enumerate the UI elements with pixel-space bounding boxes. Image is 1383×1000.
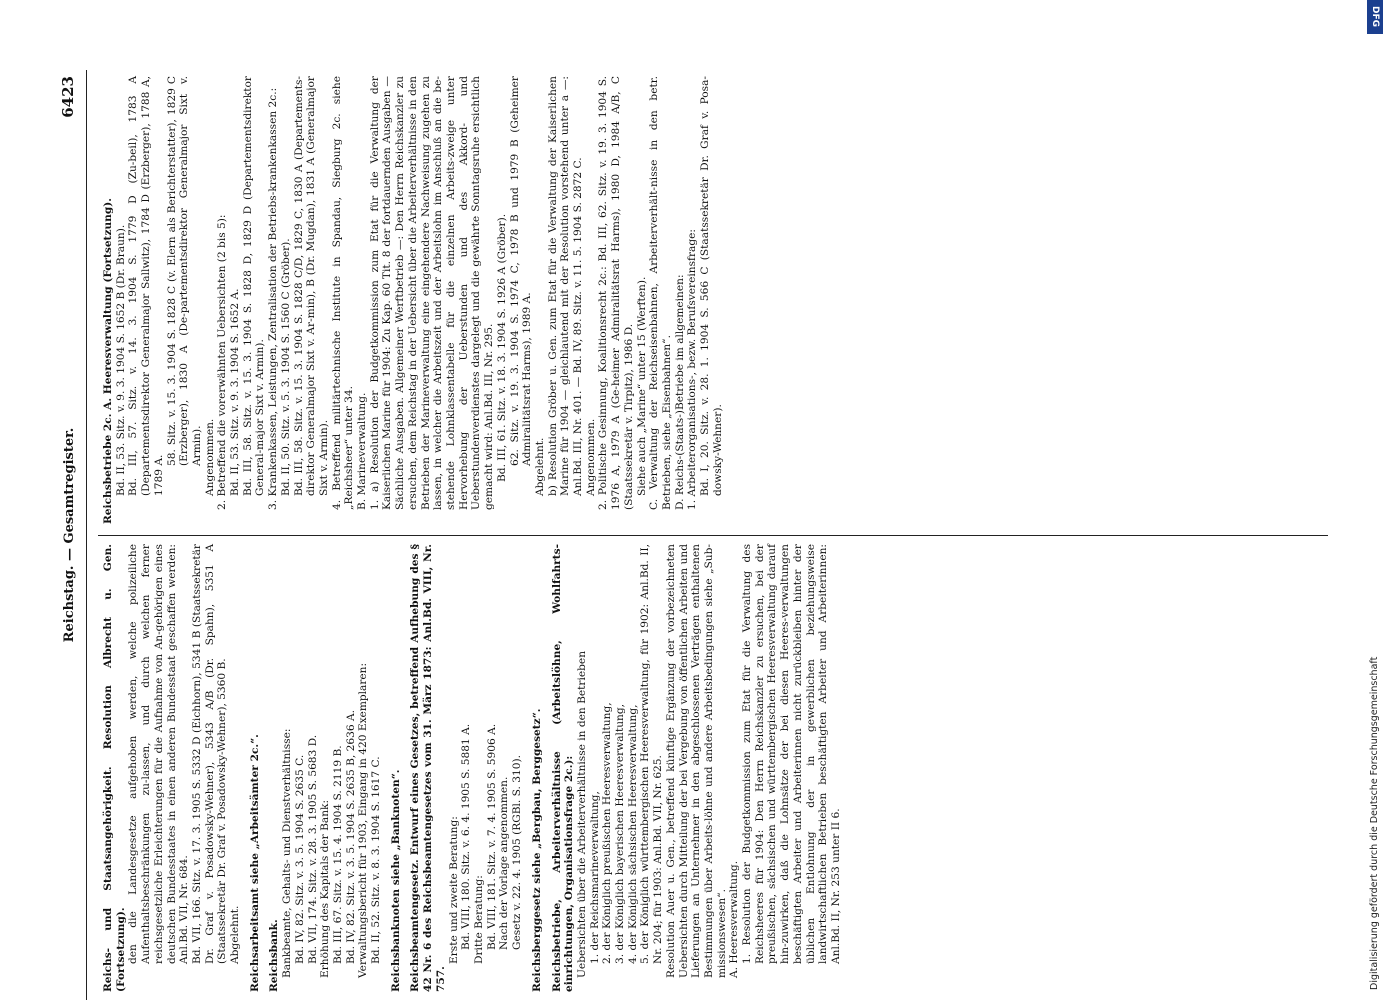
entry-heading: Reichsberggesetz siehe „Bergbau, Berggesetz“.	[530, 708, 543, 992]
entry-line: C. Verwaltung der Reichseisenbahnen, Arbeiterverhält-nisse in den betr. Betrieben, siehe „Eisenbahnen“.	[648, 76, 673, 510]
entry-line: Angenommen.	[203, 418, 216, 496]
entry-line: 1. Resolution der Budgetkommission zum Etat für die Verwaltung des Reichsheeres für 1904: Den Herrn Reichskanzler zu ersuchen, bei der preußischen, sächsischen und württembergischen Heeresverwaltung darauf hin-zuwirken, daß die Lohnsätze der bei diesen Heeres-verwaltungen beschäftigten Arbeiter und Arbeiterinnen nicht zurückbleiben hinter der üblichen Entlohnung der in gewerblichen beziehungsweise landwirtschaftlichen Betrieben beschäftigten Arbeiter und Arbeiterinnen: Anl.Bd. II, Nr. 253 unter II 6.	[741, 544, 842, 964]
entry-line: 2. Betreffend die vorerwähnten Uebersichten (2 bis 5):	[216, 214, 229, 510]
entry-line: Bd. IV, 82. Sitz. v. 3. 5. 1904 S. 2635 C.	[293, 754, 306, 964]
entry-line: Dritte Beratung:	[472, 875, 485, 964]
digitization-credit: Digitalisierung gefördert durch die Deutsche Forschungsgemeinschaft	[1369, 656, 1380, 990]
entry-heading: Reichsbetriebe, Arbeiterverhältnisse (Arbeitslöhne, Wohlfahrts-einrichtungen, Organisationsfrage 2c.):	[550, 544, 576, 992]
spacer	[524, 544, 531, 992]
entry-line: Uebersichten über die Arbeiterverhältnisse in den Betrieben	[575, 650, 588, 978]
entry-heading: Reichs- und Staatsangehörigkeit. Resolution Albrecht u. Gen. (Fortsetzung).	[102, 544, 127, 992]
entry-line: 58. Sitz. v. 15. 3. 1904 S. 1828 C (v. Elern als Berichterstatter), 1829 C (Erzberger), 1830 A (De-partementsdirektor Generalmajor Sixt v. Armin).	[165, 76, 203, 466]
spacer	[242, 544, 249, 992]
entry-line: den die Landesgesetze aufgehoben werden, welche polizeiliche Aufenthaltsbeschränkungen zu-lassen, und durch welchen ferner reichsgesetzliche Erleichterungen für die Aufnahme von An-gehörigen eines deutschen Bundesstaates in einen anderen Bundesstaat geschaffen werden: Anl.Bd. VII, Nr. 684.	[127, 544, 191, 964]
entry-line: 62. Sitz. v. 19. 3. 1904 S. 1974 C, 1978 B und 1979 B (Geheimer Admiralitätsrat Harms), 1989 A.	[508, 76, 534, 466]
rotated-page	[40, 70, 1340, 1000]
entry-line: Erste und zweite Beratung:	[447, 816, 460, 964]
entry-line: Gesetz v. 22. 4. 1905 (RGBl. S. 310).	[511, 755, 524, 950]
entry-line: Bankbeamte, Gehalts- und Dienstverhältnisse:	[281, 728, 294, 978]
entry-line: Bd. III, 57. Sitz. v. 14. 3. 1904 S. 1779 D (Zu-beil), 1783 A (Departementsdirektor Generalmajor Sallwitz), 1784 D (Erzberger), 1788 A, 1789 A.	[127, 76, 165, 496]
entry-heading: Reichsbeamtengesetz. Entwurf eines Gesetzes, betreffend Aufhebung des § 42 Nr. 6 des Reichsbeamtengesetzes vom 31. März 1873: Anl.Bd. VIII, Nr. 757.	[409, 544, 447, 992]
spacer	[383, 544, 390, 992]
entry-line: Abgelehnt.	[533, 437, 546, 496]
entry-line: Bd. III, 58. Sitz. v. 15. 3. 1904 S. 1828 D, 1829 D (Departementsdirektor General-major Sixt v. Armin).	[241, 76, 267, 496]
entry-line: 1. a) Resolution der Budgetkommission zum Etat für die Verwaltung der Kaiserlichen Marine für 1904: Zu Kap. 60 Tit. 8 der fortdauernden Ausgaben — Sächliche Ausgaben. Allgemeiner Werftbetrieb —: Den Herrn Reichskanzler zu ersuchen, dem Reichstag in der Uebersicht über die Arbeiterverhältnisse in den Betrieben der Marineverwaltung eine eingehendere Nachweisung zugehen zu lassen, in welcher die Arbeitszeit und der Arbeitslohn im Anschluß an die be-stehende Lohnklassentabelle für die einzelnen Arbeits-zweige unter Hervorhebung der Ueberstunden und des Akkord- und Ueberstundenverdienstes dargelegt und die gewährte Sonntagsruhe ersichtlich gemacht wird: Anl.Bd. III, Nr. 295.	[368, 76, 496, 510]
entry-line: 4. Betreffend militärtechnische Institute in Spandau, Siegburg 2c. siehe „Reichsheer“ unter 34.	[330, 76, 356, 510]
entry-line: 2. Politische Gesinnung, Koalitionsrecht 2c.: Bd. III, 62. Sitz. v. 19. 3. 1904 S. 1976 A, 1979 A (Ge-heimer Admiralitätsrat Harms), 1980 D, 1984 A/B, C (Staatssekretär v. Tirpitz), 1986 D.	[597, 76, 635, 510]
page-number: 6423	[59, 76, 77, 118]
right-column	[102, 76, 724, 524]
entry-heading: Reichsbetriebe 2c. A. Heeresverwaltung (Fortsetzung).	[102, 198, 114, 524]
entry-line: 1. Arbeiterorganisations-, bezw. Berufsvereinsfrage:	[686, 229, 699, 510]
entry-line: Bd. VIII, 180. Sitz. v. 6. 4. 1905 S. 5881 A.	[460, 723, 473, 950]
entry-line: B. Marineverwaltung.	[356, 392, 369, 510]
spacer	[544, 544, 551, 992]
entry-line: Nach der Vorlage angenommen.	[498, 776, 511, 950]
entry-line: 1. der Reichsmarineverwaltung,	[588, 791, 601, 964]
entry-line: Bd. I, 20. Sitz. v. 28. 1. 1904 S. 566 C (Staatssekretär Dr. Graf v. Posa-dowsky-Wehner).	[699, 76, 724, 496]
entry-line: b) Resolution Gröber u. Gen. zum Etat für die Verwaltung der Kaiserlichen Marine für 1904 — gleichlautend mit der Resolution vorstehend unter a —: Anl.Bd. III, Nr. 401. — Bd. IV, 89. Sitz. v. 11. 5. 1904 S. 2872 C.	[546, 76, 585, 496]
entry-line: A. Heeresverwaltung.	[728, 860, 741, 978]
entry-line: Abgelehnt.	[229, 905, 242, 964]
entry-line: Siehe auch „Marine“ unter 15 (Werften).	[635, 276, 648, 496]
entry-line: Bd. II, 53. Sitz. v. 9. 3. 1904 S. 1652 B (Dr. Braun).	[114, 224, 127, 496]
entry-line: Bd. II, 53. Sitz. v. 9. 3. 1904 S. 1652 A.	[229, 288, 242, 496]
entry-line: Bd. II, 52. Sitz. v. 8. 3. 1904 S. 1617 C.	[370, 756, 383, 964]
entry-line: Bd. VII, 174. Sitz. v. 28. 3. 1905 S. 5683 D.	[306, 734, 319, 964]
entry-line: Bd. III, 67. Sitz. v. 15. 4. 1904 S. 2119 B.	[331, 745, 344, 964]
entry-line: Erhöhung des Kapitals der Bank:	[319, 799, 332, 978]
entry-line: Bd. VIII, 181. Sitz. v. 7. 4. 1905 S. 5906 A.	[485, 723, 498, 950]
column-divider	[98, 535, 1328, 536]
left-column	[102, 544, 843, 992]
entry-heading: Reichsbank.	[268, 919, 281, 992]
entry-line: Bd. VII, 166. Sitz. v. 17. 3. 1905 S. 5332 D (Eichhorn), 5341 B (Staatssekretär Dr. Graf v. Posadowsky-Wehner), 5343 A/B (Dr. Spahn), 5351 A (Staatssekretär Dr. Graf v. Posadowsky-Wehner), 5360 B.	[190, 544, 229, 964]
page-title: Reichstag. — Gesamtregister.	[62, 427, 77, 643]
page-header	[60, 70, 87, 1000]
entry-line: D. Reichs-(Staats-)Betriebe im allgemeinen:	[673, 274, 686, 510]
entry-line: Angenommen.	[584, 418, 597, 496]
entry-heading: Reichsarbeitsamt siehe „Arbeitsämter 2c.“.	[248, 734, 261, 992]
entry-line: 3. Krankenkassen, Leistungen, Zentralisation der Betriebs-krankenkassen 2c.:	[267, 87, 280, 510]
entry-line: 4. der Königlich sächsischen Heeresverwaltung,	[626, 704, 639, 964]
entry-line: Bd. III, 61. Sitz. v. 18. 3. 1904 S. 1926 A (Gröber).	[495, 213, 508, 482]
entry-line: 2. der Königlich preußischen Heeresverwaltung,	[601, 702, 614, 964]
entry-heading: Reichsbanknoten siehe „Banknoten“.	[389, 769, 402, 992]
spacer	[261, 544, 268, 992]
dfg-logo: DFG	[1367, 0, 1383, 34]
entry-line: 3. der Königlich bayerischen Heeresverwaltung,	[614, 703, 627, 964]
entry-line: Bd. IV, 82. Sitz. v. 3. 5. 1904 S. 2635 B, 2636 A.	[344, 710, 357, 964]
entry-line: 5. der Königlich württembergischen Heeresverwaltung, für 1902: Anl.Bd. II, Nr. 204; für 1903: Anl.Bd. VII, Nr. 625.	[639, 544, 665, 964]
spacer	[402, 544, 409, 992]
entry-line: Bd. III, 58. Sitz. v. 15. 3. 1904 S. 1828 C/D, 1829 C, 1830 A (Departements-direktor Generalmajor Sixt v. Ar-min), B (Dr. Mugdan), 1831 A (Generalmajor Sixt v. Armin).	[292, 76, 330, 496]
entry-line: Bd. II, 50. Sitz. v. 5. 3. 1904 S. 1560 C (Gröber).	[279, 238, 292, 496]
entry-line: Resolution Auer u. Gen., betreffend künftige Ergänzung der vorbezeichneten Uebersichten durch Mitteilung der bei Vergebung von öffentlichen Arbeiten und Lieferungen an Unternehmer in den abgeschlossenen Verträgen enthaltenen Bestimmungen über Arbeits-löhne und andere Arbeitsbedingungen siehe „Sub-missionswesen“.	[664, 544, 728, 978]
entry-line: Verwaltungsbericht für 1903, Eingang in 420 Exemplaren:	[357, 662, 370, 978]
